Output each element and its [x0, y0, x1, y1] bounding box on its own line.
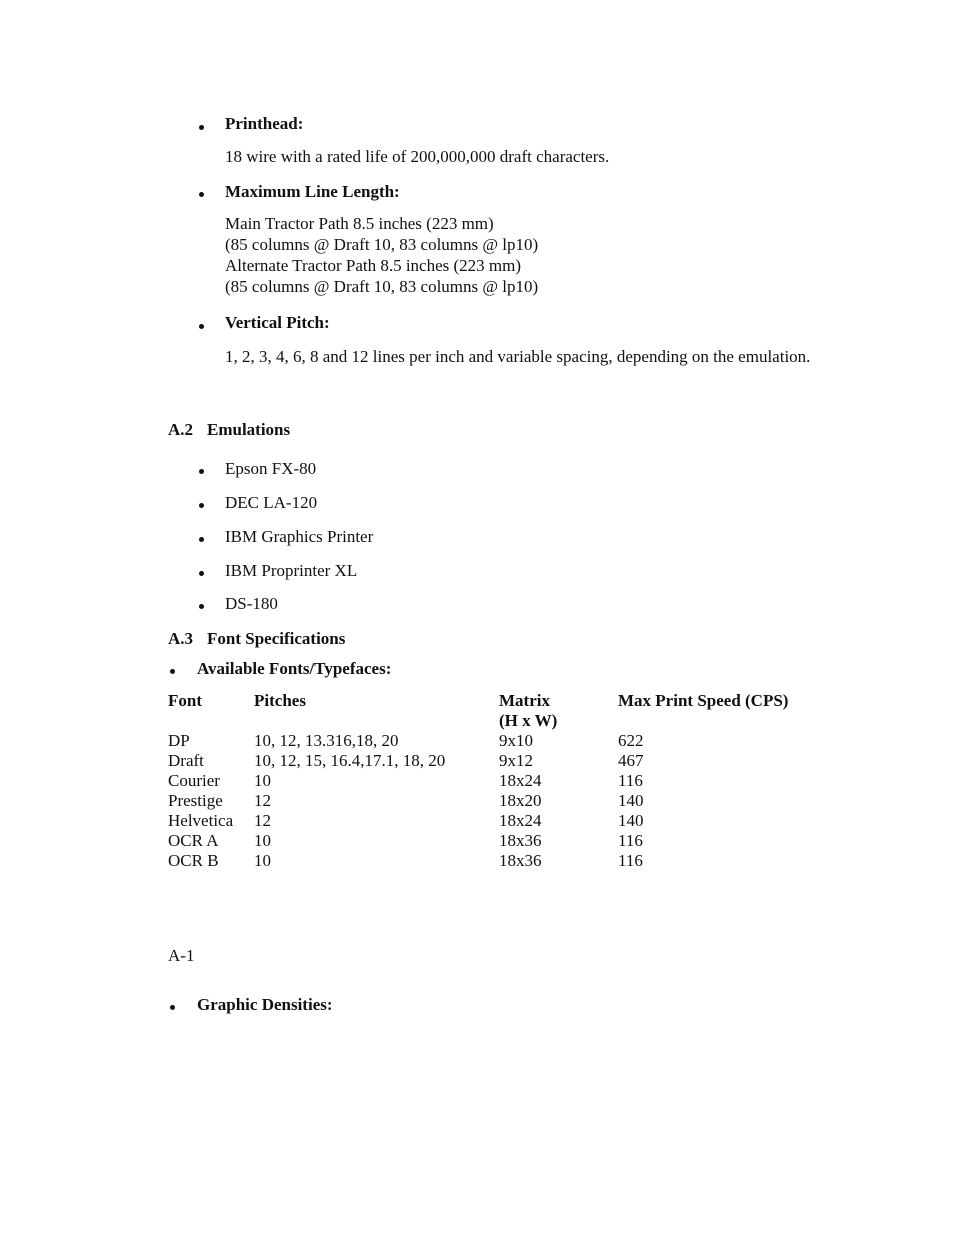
table-cell: 9x10 [499, 731, 533, 750]
table-cell: OCR B [168, 851, 219, 870]
section-number: A.3 [168, 629, 194, 648]
table-cell: 10 [254, 851, 271, 870]
bullet-dot [199, 537, 204, 542]
table-row [168, 791, 838, 811]
bullet-dot [170, 669, 175, 674]
line-length-line: (85 columns @ Draft 10, 83 columns @ lp10) [225, 277, 539, 296]
table-row [168, 811, 838, 831]
table-cell: 18x36 [499, 831, 542, 850]
table-cell: 10 [254, 831, 271, 850]
bullet-dot [199, 324, 204, 329]
section-title: Font Specifications [207, 629, 346, 648]
max-line-length-text [225, 213, 538, 297]
table-row [168, 751, 838, 771]
table-cell: 12 [254, 811, 271, 830]
table-row [168, 771, 838, 791]
bullet-dot [199, 571, 204, 576]
vertical-pitch-label: Vertical Pitch: [225, 313, 330, 332]
column-header-line: (H x W) [499, 711, 558, 730]
table-cell: 18x36 [499, 851, 542, 870]
table-cell: 140 [618, 811, 644, 830]
table-cell: OCR A [168, 831, 219, 850]
max-line-length-label: Maximum Line Length: [225, 182, 400, 201]
table-row [168, 851, 838, 871]
section-heading-emulations [168, 419, 290, 440]
table-cell: Courier [168, 771, 220, 790]
column-header: Pitches [254, 691, 306, 710]
section-title: Emulations [207, 420, 291, 439]
section-number: A.2 [168, 420, 194, 439]
table-cell: 9x12 [499, 751, 533, 770]
list-item: IBM Proprinter XL [225, 561, 358, 580]
table-cell: Draft [168, 751, 204, 770]
table-cell: 116 [618, 771, 643, 790]
table-cell: 116 [618, 831, 643, 850]
bullet-dot [199, 125, 204, 130]
list-item: Epson FX-80 [225, 459, 317, 478]
list-item: DEC LA-120 [225, 493, 318, 512]
table-header-row [168, 691, 838, 731]
line-length-line: Main Tractor Path 8.5 inches (223 mm) [225, 214, 494, 233]
table-cell: DP [168, 731, 190, 750]
list-item: IBM Graphics Printer [225, 527, 374, 546]
column-header: Max Print Speed (CPS) [618, 691, 789, 710]
table-cell: 467 [618, 751, 644, 770]
bullet-dot [199, 604, 204, 609]
table-row [168, 731, 838, 751]
line-length-line: (85 columns @ Draft 10, 83 columns @ lp10) [225, 235, 539, 254]
bullet-dot [199, 503, 204, 508]
list-item: DS-180 [225, 594, 278, 613]
bullet-dot [199, 469, 204, 474]
table-cell: 18x20 [499, 791, 542, 810]
printhead-text: 18 wire with a rated life of 200,000,000 draft characters. [225, 147, 610, 166]
vertical-pitch-text: 1, 2, 3, 4, 6, 8 and 12 lines per inch and variable spacing, depending on the emulation. [225, 347, 811, 366]
table-cell: 10, 12, 13.316,18, 20 [254, 731, 399, 750]
column-header [499, 691, 618, 731]
bullet-dot [199, 192, 204, 197]
table-cell: 18x24 [499, 771, 542, 790]
table-cell: 10, 12, 15, 16.4,17.1, 18, 20 [254, 751, 446, 770]
column-header: Font [168, 691, 202, 710]
font-table [168, 691, 838, 871]
table-cell: 10 [254, 771, 271, 790]
table-row [168, 831, 838, 851]
table-cell: 140 [618, 791, 644, 810]
bullet-dot [170, 1005, 175, 1010]
line-length-line: Alternate Tractor Path 8.5 inches (223 mm) [225, 256, 522, 275]
section-heading-font-specs [168, 628, 345, 649]
table-cell: Prestige [168, 791, 223, 810]
table-cell: 18x24 [499, 811, 542, 830]
table-cell: 622 [618, 731, 644, 750]
page-number: A-1 [168, 946, 195, 965]
available-fonts-label: Available Fonts/Typefaces: [197, 659, 392, 678]
column-header-line: Matrix [499, 691, 550, 710]
table-cell: Helvetica [168, 811, 234, 830]
printhead-label: Printhead: [225, 114, 304, 133]
graphic-densities-label: Graphic Densities: [197, 995, 333, 1014]
table-cell: 12 [254, 791, 271, 810]
table-cell: 116 [618, 851, 643, 870]
